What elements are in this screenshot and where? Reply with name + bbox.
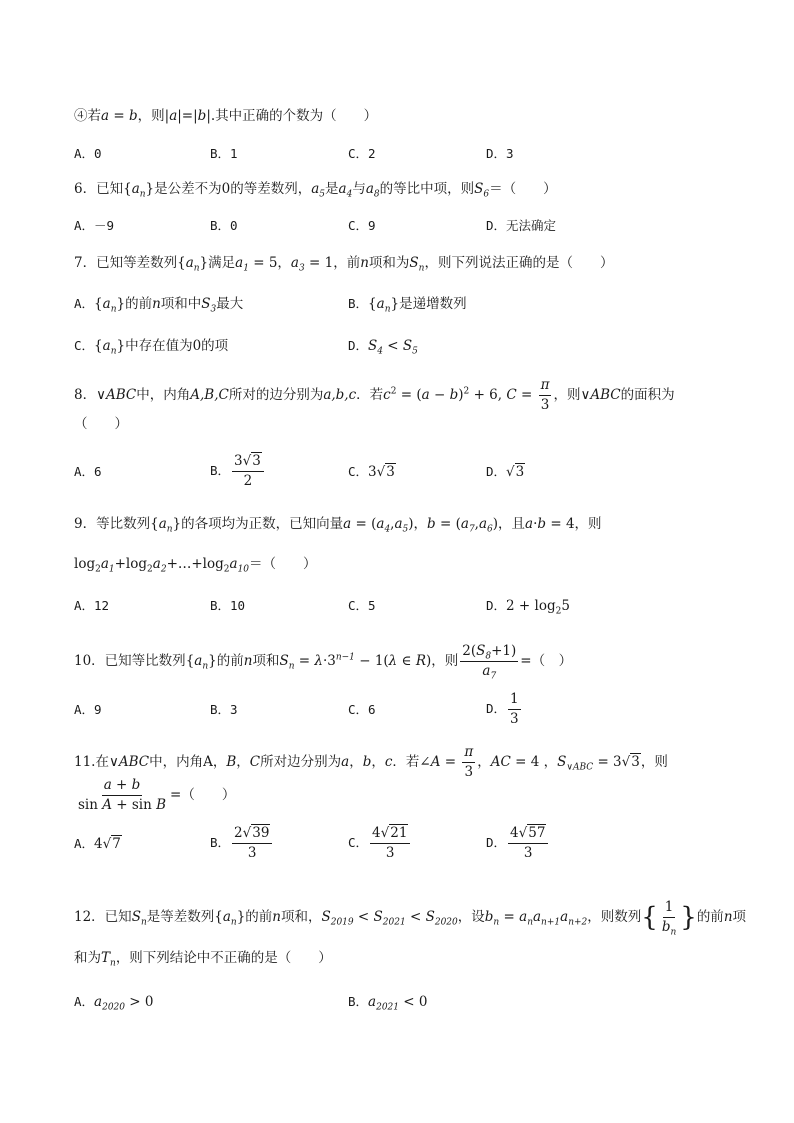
option-b[interactable]: B．$\{a_n\}$是递增数列 bbox=[348, 296, 467, 315]
question-6: 6．已知$\{a_n\}$是公差不为0的等差数列，$a_5$是$a_4$与$a_8$的等比中项，则$S_6=$（ ） bbox=[74, 181, 557, 200]
question-10: 10．已知等比数列$\{a_n\}$的前n项和$S_n = \lambda\cdot 3^{n-1} - 1(\lambda$ ∈ R)，则 $\frac{2(S_8+1)}{a_7}$ =（ ） bbox=[74, 643, 573, 682]
option-b[interactable]: B． $\frac{2√39}{3}$ bbox=[210, 826, 274, 861]
option-c[interactable]: C．5 bbox=[348, 598, 376, 613]
option-a[interactable]: A．9 bbox=[74, 702, 102, 717]
question-12: 12．已知$S_n$是等差数列$\{a_n\}$的前n项和，$S_{2019} < S_{2021} < S_{2020}$，设$b_n = a_na_{n+1}a_{n+2}$，则数列{ $\frac{1}{b_n}$ }的前n项 bbox=[74, 899, 747, 938]
option-d[interactable]: D．3 bbox=[486, 146, 514, 161]
option-d[interactable]: D．$2 + \log_25$ bbox=[486, 598, 570, 617]
option-b[interactable]: B． $\frac{3√3}{2}$ bbox=[210, 454, 266, 489]
question-8-paren: （ ） bbox=[74, 416, 128, 432]
option-d[interactable]: D． $\frac{1}{3}$ bbox=[486, 691, 519, 727]
option-c[interactable]: C．9 bbox=[348, 218, 376, 233]
option-c[interactable]: C．2 bbox=[348, 146, 376, 161]
option-b[interactable]: B．1 bbox=[210, 146, 238, 161]
option-a[interactable]: A．0 bbox=[74, 146, 102, 161]
option-a[interactable]: A．4√7 bbox=[74, 836, 121, 852]
option-a[interactable]: A．$a_{2020} > 0$ bbox=[74, 994, 154, 1013]
question-5-item4: ④若a = b，则|a|=|b|.其中正确的个数为（ ） bbox=[74, 108, 378, 124]
question-11: 11.在∨ABC中，内角A，B，C所对边分别为a，b，c．若∠A = $\frac{\pi}{3}$ ，AC = 4 ，$S_{\vee ABC} = 3√3$，则 bbox=[74, 744, 668, 780]
option-b[interactable]: B．3 bbox=[210, 702, 238, 717]
option-d[interactable]: D．$S_4 < S_5$ bbox=[348, 338, 418, 357]
option-c[interactable]: C．6 bbox=[348, 702, 376, 717]
option-c[interactable]: C．$\{a_n\}$中存在值为0的项 bbox=[74, 338, 229, 357]
question-8: 8．∨ABC中，内角A,B,C所对的边分别为a,b,c．若$c^2 = (a - b)^2 + 6$, C = $\frac{\pi}{3}$ ，则∨ABC的面积为 bbox=[74, 377, 675, 413]
question-9: 9．等比数列$\{a_n\}$的各项均为正数，已知向量$a = (a_4,a_5)$，$b = (a_7,a_6)$，且a·b = 4，则 bbox=[74, 516, 602, 535]
question-11-line2: $\frac{a + b}{\text{sin A + sin B}}$ =（ ） bbox=[78, 777, 236, 813]
option-d[interactable]: D． $\frac{4√57}{3}$ bbox=[486, 826, 550, 861]
option-c[interactable]: C．3√3 bbox=[348, 464, 395, 480]
question-9-line2: $\log_2a_1+\log_2a_2+\dots+\log_2a_{10}=$（ ） bbox=[74, 556, 317, 575]
option-b[interactable]: B．$a_{2021} < 0$ bbox=[348, 994, 428, 1013]
option-d[interactable]: D．√3 bbox=[486, 464, 525, 480]
option-b[interactable]: B．0 bbox=[210, 218, 238, 233]
question-7: 7．已知等差数列$\{a_n\}$满足$a_1 = 5$，$a_3 = 1$，前n项和为$S_n$，则下列说法正确的是（ ） bbox=[74, 255, 614, 274]
option-c[interactable]: C． $\frac{4√21}{3}$ bbox=[348, 826, 412, 861]
option-b[interactable]: B．10 bbox=[210, 598, 246, 613]
option-a[interactable]: A．12 bbox=[74, 598, 110, 613]
option-a[interactable]: A．－9 bbox=[74, 218, 115, 233]
option-a[interactable]: A．$\{a_n\}$的前n项和中$S_3$最大 bbox=[74, 296, 244, 315]
option-d[interactable]: D．无法确定 bbox=[486, 218, 557, 233]
question-12-line2: 和为$T_n$，则下列结论中不正确的是（ ） bbox=[74, 950, 332, 969]
option-a[interactable]: A．6 bbox=[74, 464, 102, 479]
